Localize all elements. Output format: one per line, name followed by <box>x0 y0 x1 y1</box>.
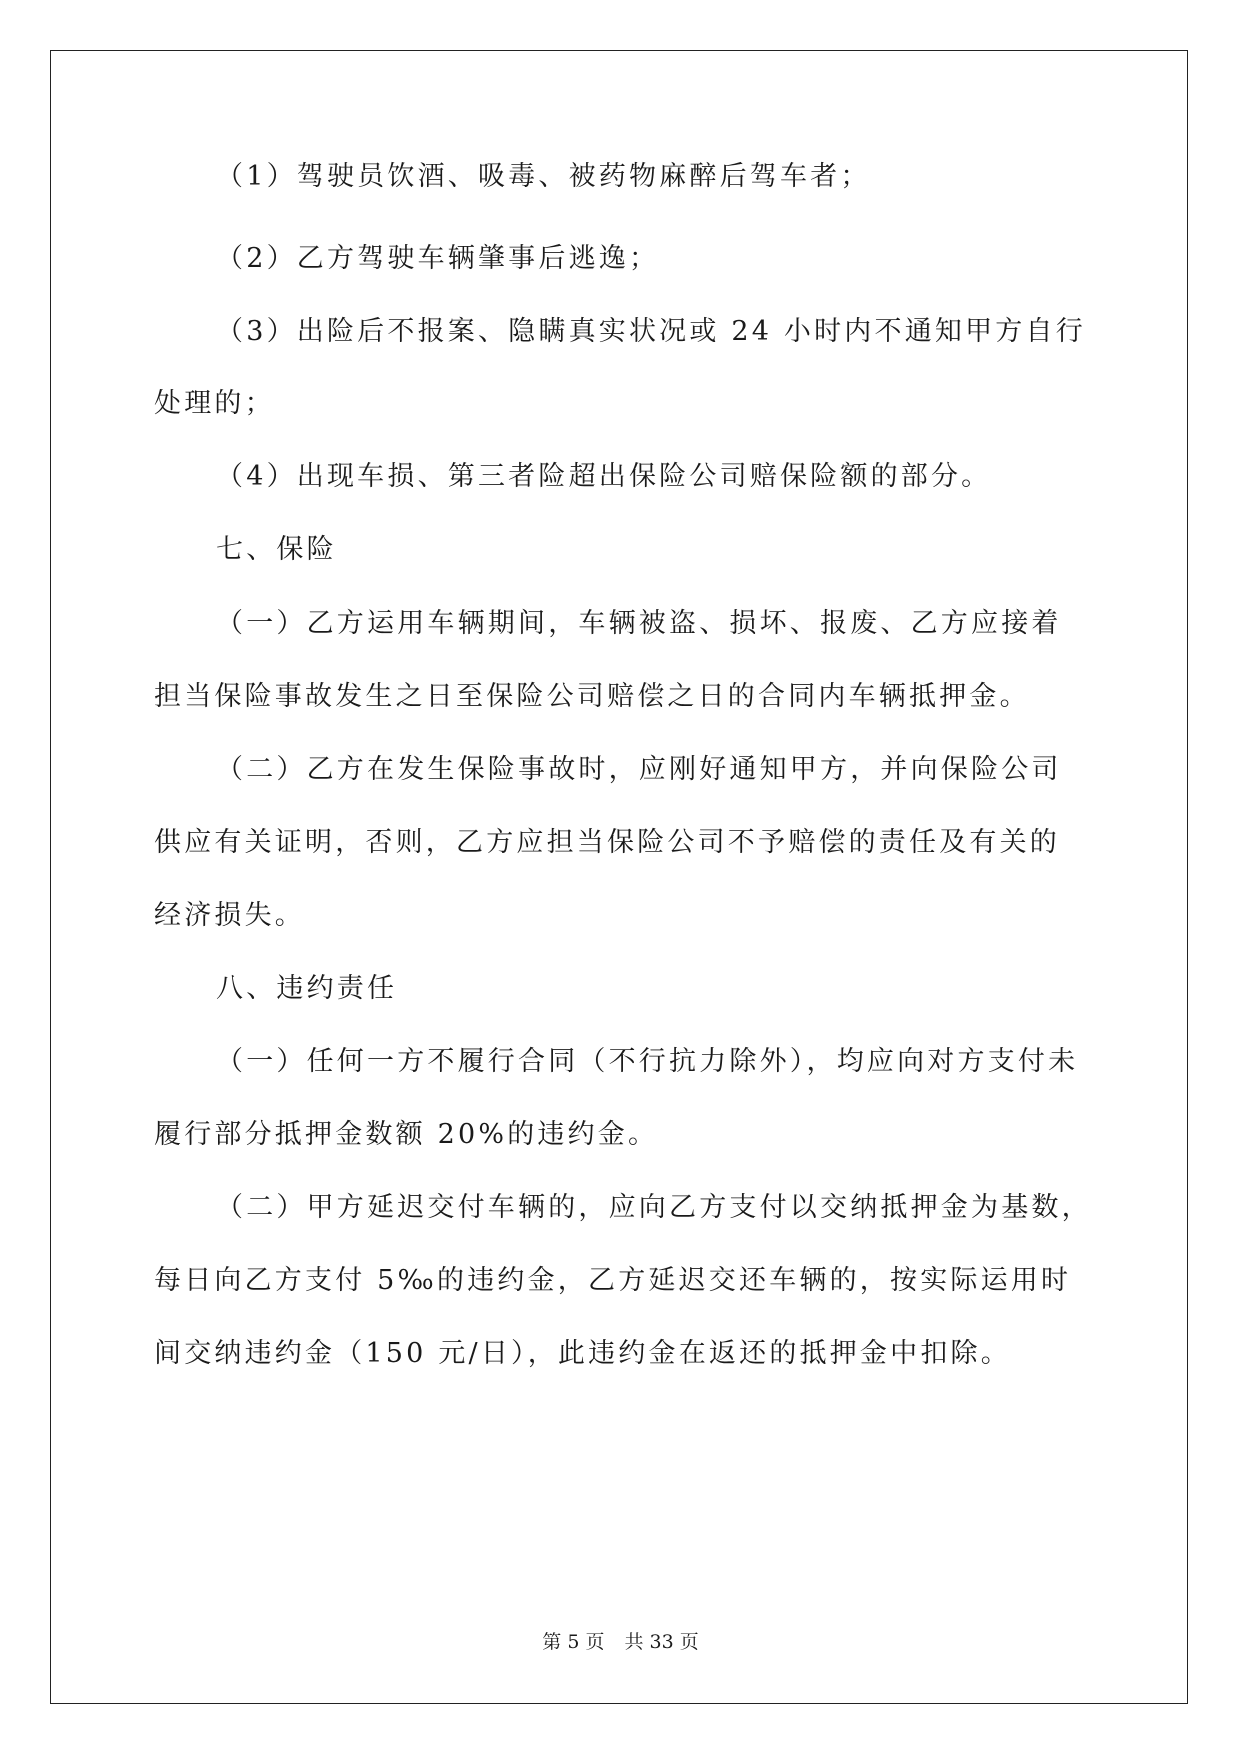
paragraph-line: （1）驾驶员饮酒、吸毒、被药物麻醉后驾车者； <box>216 161 871 192</box>
paragraph-line: 每日向乙方支付 5‰的违约金，乙方延迟交还车辆的，按实际运用时 <box>154 1265 1072 1296</box>
paragraph-line: 供应有关证明，否则，乙方应担当保险公司不予赔偿的责任及有关的 <box>154 827 1060 858</box>
paragraph-line: 处理的； <box>154 388 275 419</box>
page-footer <box>0 1630 1241 1654</box>
paragraph-line: （二）甲方延迟交付车辆的，应向乙方支付以交纳抵押金为基数， <box>216 1192 1092 1223</box>
paragraph-line: 间交纳违约金（150 元/日），此违约金在返还的抵押金中扣除。 <box>154 1338 1011 1369</box>
paragraph-line: （一）任何一方不履行合同（不行抗力除外），均应向对方支付未 <box>216 1046 1079 1077</box>
paragraph-line: （4）出现车损、第三者险超出保险公司赔保险额的部分。 <box>216 461 992 492</box>
section-heading: 八、违约责任 <box>216 973 398 1004</box>
section-heading: 七、保险 <box>216 534 337 565</box>
paragraph-line: （3）出险后不报案、隐瞒真实状况或 24 小时内不通知甲方自行 <box>216 316 1086 347</box>
page-border <box>50 50 1188 1704</box>
page-number: 第 5 页 <box>542 1631 605 1653</box>
paragraph-line: 担当保险事故发生之日至保险公司赔偿之日的合同内车辆抵押金。 <box>154 681 1030 712</box>
paragraph-line: 经济损失。 <box>154 900 305 931</box>
paragraph-line: （二）乙方在发生保险事故时，应刚好通知甲方，并向保险公司 <box>216 754 1062 785</box>
paragraph-line: （2）乙方驾驶车辆肇事后逃逸； <box>216 243 660 274</box>
page-total: 共 33 页 <box>624 1631 699 1653</box>
paragraph-line: （一）乙方运用车辆期间，车辆被盗、损坏、报废、乙方应接着 <box>216 608 1062 639</box>
paragraph-line: 履行部分抵押金数额 20%的违约金。 <box>154 1119 659 1150</box>
